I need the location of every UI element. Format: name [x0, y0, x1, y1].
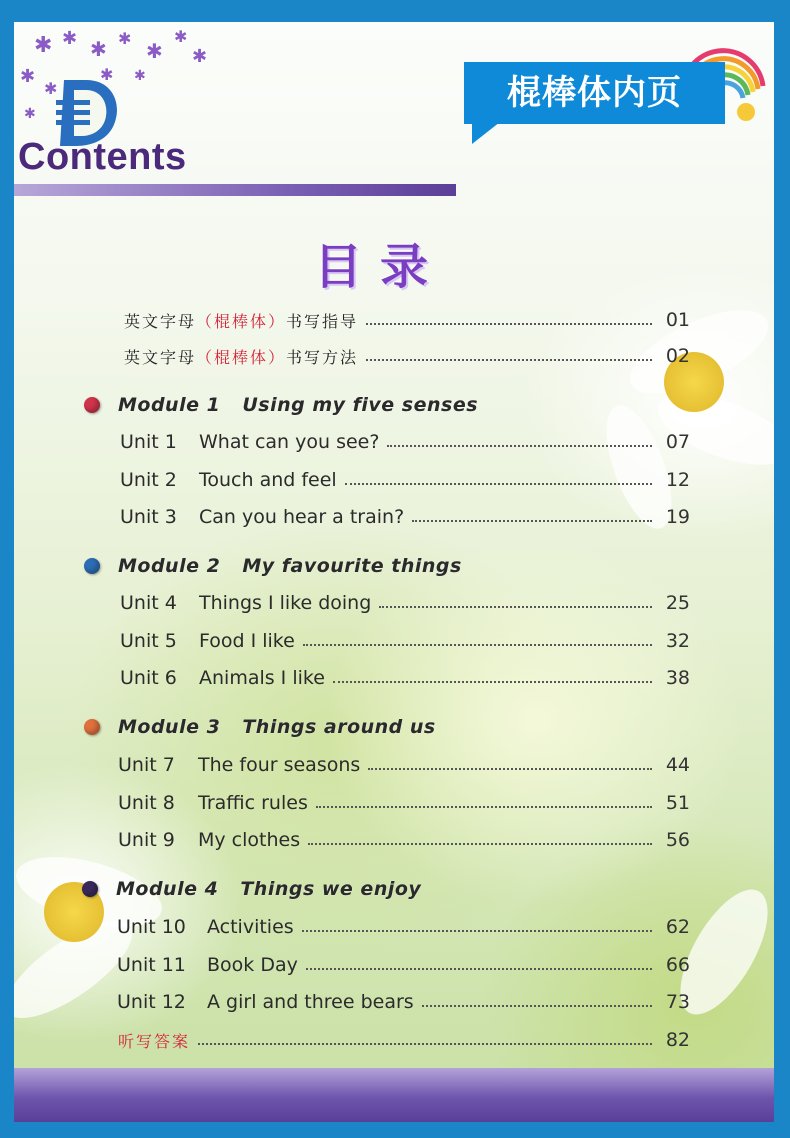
svg-text:✱: ✱: [20, 66, 36, 87]
leader-dots: [387, 445, 652, 447]
page-number: 62: [665, 916, 690, 938]
leader-dots: [366, 359, 652, 361]
page-number: 32: [665, 630, 690, 652]
page-number: 66: [665, 954, 690, 976]
unit-title: The four seasons: [198, 754, 361, 776]
unit-number: Unit 11: [117, 954, 186, 976]
unit-title: Activities: [207, 916, 294, 938]
leader-dots: [198, 1043, 652, 1045]
page-number: 12: [665, 469, 690, 491]
leader-dots: [412, 520, 652, 522]
page-number: 02: [665, 345, 690, 367]
page-number: 25: [665, 592, 690, 614]
toc-unit-row[interactable]: [120, 502, 690, 532]
leader-dots: [316, 806, 652, 808]
contents-heading: Contents: [18, 136, 187, 178]
leader-dots: [308, 843, 652, 845]
leader-dots: [366, 323, 652, 325]
leader-dots: [303, 644, 652, 646]
unit-title: What can you see?: [199, 431, 380, 453]
unit-title: Food I like: [199, 630, 295, 652]
svg-text:✱: ✱: [34, 33, 53, 58]
toc-unit-row[interactable]: [117, 950, 690, 980]
leader-dots: [333, 681, 652, 683]
unit-title: Book Day: [207, 954, 298, 976]
unit-number: Unit 3: [120, 506, 177, 528]
module-bullet-icon: [84, 719, 100, 735]
toc-unit-row[interactable]: [117, 987, 690, 1017]
leader-dots: [306, 968, 652, 970]
unit-title: Animals I like: [199, 667, 325, 689]
module-title: Using my five senses: [242, 394, 479, 416]
svg-text:✱: ✱: [62, 28, 78, 49]
unit-number: Unit 5: [120, 630, 177, 652]
module-number: Module 2: [118, 555, 221, 577]
module-title: Things around us: [242, 716, 436, 738]
toc-unit-row[interactable]: [120, 588, 690, 618]
font-style-badge: 棍棒体内页: [464, 62, 725, 124]
unit-number: Unit 12: [117, 991, 186, 1013]
module-title: My favourite things: [242, 555, 462, 577]
svg-text:✱: ✱: [100, 65, 114, 84]
unit-number: Unit 1: [120, 431, 177, 453]
leader-dots: [302, 930, 652, 932]
intro-label: 英文字母（棍棒体）书写方法: [124, 347, 359, 367]
module-bullet-icon: [82, 881, 98, 897]
svg-text:✱: ✱: [24, 106, 36, 122]
page-number: 01: [665, 309, 690, 331]
page-number: 82: [665, 1029, 690, 1051]
toc-intro-row[interactable]: [124, 341, 690, 371]
module-number: Module 3: [118, 716, 221, 738]
unit-title: A girl and three bears: [207, 991, 414, 1013]
module-heading[interactable]: [84, 551, 462, 581]
leader-dots: [368, 768, 652, 770]
page-number: 44: [665, 754, 690, 776]
svg-text:✱: ✱: [174, 27, 188, 46]
module-heading[interactable]: [84, 712, 436, 742]
page-number: 73: [665, 991, 690, 1013]
leader-dots: [422, 1005, 652, 1007]
module-title: Things we enjoy: [240, 878, 422, 900]
unit-number: Unit 10: [117, 916, 186, 938]
badge-pointer: [472, 122, 500, 144]
leader-dots: [345, 483, 652, 485]
svg-text:✱: ✱: [134, 68, 146, 84]
svg-text:✱: ✱: [146, 39, 163, 63]
page-number: 56: [665, 829, 690, 851]
unit-title: Traffic rules: [198, 792, 308, 814]
unit-title: Touch and feel: [199, 469, 337, 491]
module-bullet-icon: [84, 558, 100, 574]
svg-text:✱: ✱: [90, 37, 107, 61]
unit-number: Unit 4: [120, 592, 177, 614]
unit-number: Unit 7: [118, 754, 175, 776]
footer-band: [14, 1068, 774, 1122]
intro-label: 英文字母（棍棒体）书写指导: [124, 311, 359, 331]
module-heading[interactable]: [84, 390, 478, 420]
unit-title: Things I like doing: [199, 592, 372, 614]
svg-text:✱: ✱: [44, 79, 58, 98]
page-title: 目录: [314, 239, 447, 295]
unit-number: Unit 8: [118, 792, 175, 814]
leader-dots: [379, 606, 652, 608]
module-bullet-icon: [84, 397, 100, 413]
svg-text:✱: ✱: [192, 46, 208, 67]
toc-unit-row[interactable]: [117, 912, 690, 942]
toc-answers-row[interactable]: [118, 1025, 690, 1055]
unit-number: Unit 2: [120, 469, 177, 491]
page-number: 38: [665, 667, 690, 689]
unit-title: Can you hear a train?: [199, 506, 405, 528]
toc-unit-row[interactable]: [120, 663, 690, 693]
toc-unit-row[interactable]: [118, 750, 690, 780]
svg-text:✱: ✱: [118, 29, 132, 48]
toc-unit-row[interactable]: [120, 427, 690, 457]
module-heading[interactable]: [82, 874, 421, 904]
module-number: Module 1: [118, 394, 221, 416]
page-number: 19: [665, 506, 690, 528]
unit-number: Unit 6: [120, 667, 177, 689]
toc-intro-row[interactable]: [124, 305, 690, 335]
answers-label: 听写答案: [118, 1031, 191, 1051]
toc-unit-row[interactable]: [118, 788, 690, 818]
unit-number: Unit 9: [118, 829, 175, 851]
page-number: 51: [665, 792, 690, 814]
unit-title: My clothes: [198, 829, 301, 851]
toc-unit-row[interactable]: [118, 825, 690, 855]
module-number: Module 4: [116, 878, 219, 900]
toc-unit-row[interactable]: [120, 465, 690, 495]
toc-unit-row[interactable]: [120, 626, 690, 656]
book-page: [14, 22, 774, 1122]
page-number: 07: [665, 431, 690, 453]
heading-underline-bar: [14, 184, 456, 196]
